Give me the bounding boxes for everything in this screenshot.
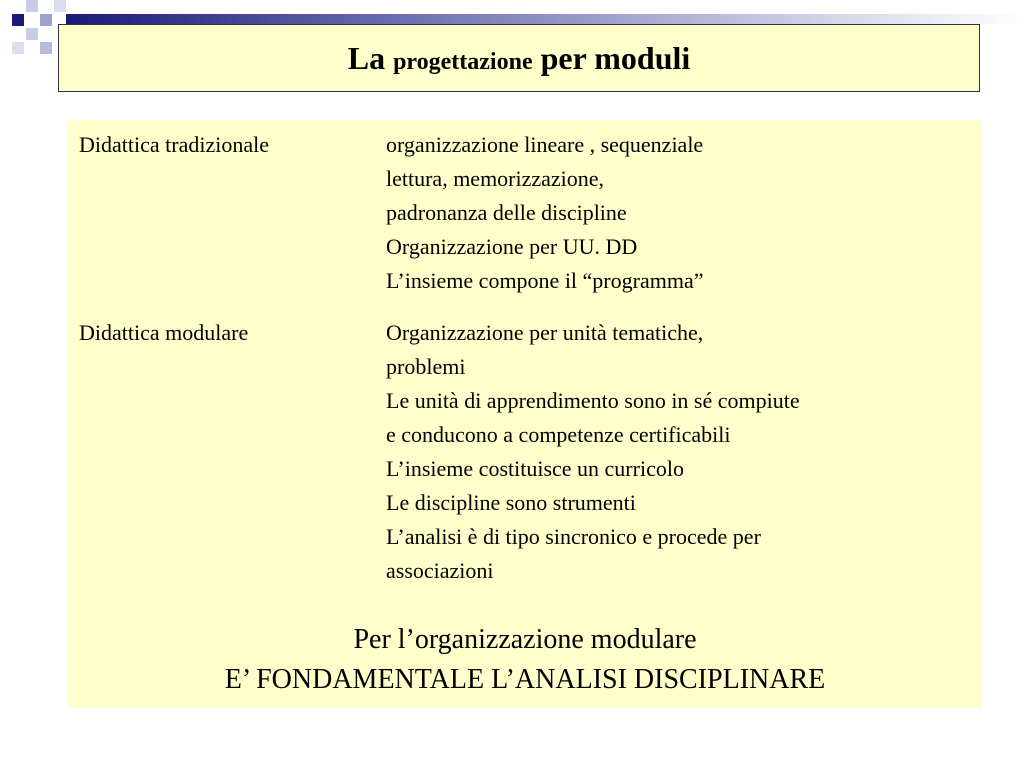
row-description xyxy=(386,316,986,588)
title-part-3: per moduli xyxy=(540,39,691,76)
description-line: L’analisi è di tipo sincronico e procede per xyxy=(386,524,761,549)
description-line: associazioni xyxy=(386,558,494,583)
title-part-1: La xyxy=(347,39,386,76)
slide-title xyxy=(348,40,691,77)
decor-square xyxy=(40,42,52,54)
title-part-2: progettazione xyxy=(393,48,533,75)
conclusion-line-1: Per l’organizzazione modulare xyxy=(353,624,697,655)
row-description xyxy=(386,128,986,298)
description-line: Le unità di apprendimento sono in sé compiute xyxy=(386,388,800,413)
description-line: e conducono a competenze certificabili xyxy=(386,422,731,447)
decor-square xyxy=(26,0,38,12)
decor-square xyxy=(40,14,52,26)
description-line: Le discipline sono strumenti xyxy=(386,490,636,515)
conclusion-line-2: E’ FONDAMENTALE L’ANALISI DISCIPLINARE xyxy=(224,664,826,695)
content-box xyxy=(68,120,982,708)
decor-square xyxy=(12,14,24,26)
description-line: organizzazione lineare , sequenziale xyxy=(386,132,704,157)
description-line: L’insieme compone il “programma” xyxy=(386,268,704,293)
conclusion xyxy=(68,620,982,700)
decor-square xyxy=(12,42,24,54)
title-box xyxy=(58,24,980,92)
description-line: problemi xyxy=(386,354,466,379)
row-label: Didattica tradizionale xyxy=(79,132,269,157)
decor-square xyxy=(54,0,66,12)
decor-square xyxy=(26,28,38,40)
description-line: lettura, memorizzazione, xyxy=(386,166,605,191)
description-line: Organizzazione per unità tematiche, xyxy=(386,320,704,345)
top-gradient-bar xyxy=(66,14,1024,24)
row-label: Didattica modulare xyxy=(79,320,249,345)
description-line: padronanza delle discipline xyxy=(386,200,627,225)
description-line: Organizzazione per UU. DD xyxy=(386,234,638,259)
description-line: L’insieme costituisce un curricolo xyxy=(386,456,684,481)
